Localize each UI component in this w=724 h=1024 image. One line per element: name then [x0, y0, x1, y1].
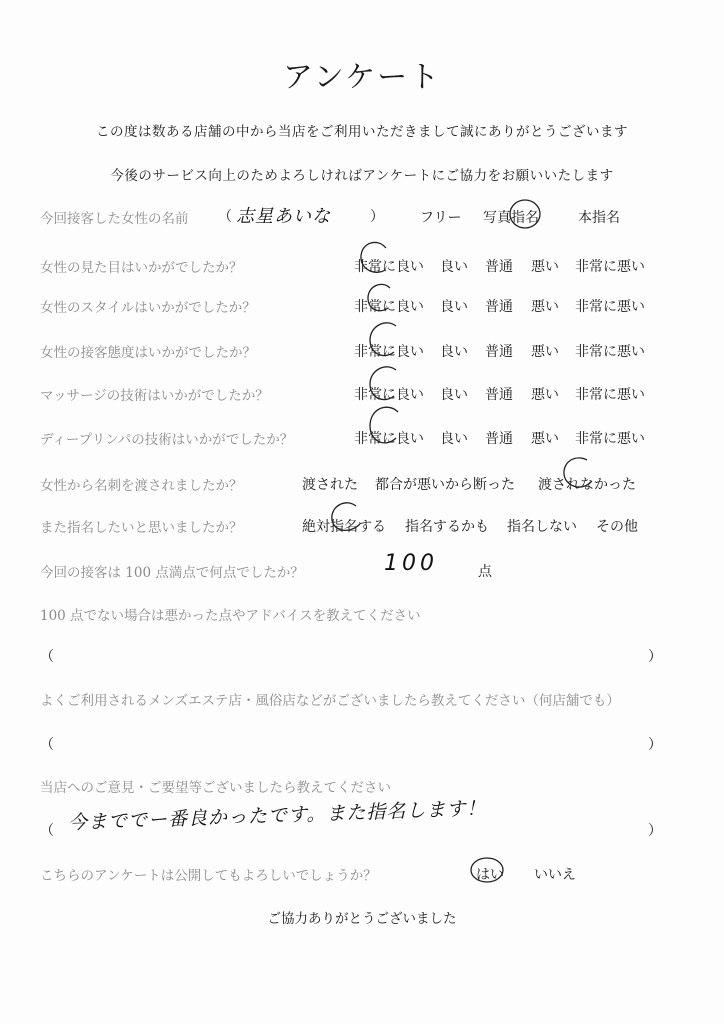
opinion-paren-open: （ [40, 823, 54, 839]
appearance-option-very-good[interactable]: 非常に良い [354, 259, 424, 275]
selection-circle-mark [507, 197, 543, 231]
again-option-maybe[interactable]: 指名するかも [405, 519, 489, 535]
intro-line-1: この度は数ある店舗の中から当店をご利用いただきまして誠にありがとうございます [96, 124, 628, 140]
advice-paren-open: （ [40, 649, 54, 665]
appearance-option-very-bad[interactable]: 非常に悪い [575, 259, 645, 275]
again-option-definitely[interactable]: 絶対指名する [302, 519, 386, 535]
selection-circle-mark [468, 855, 506, 885]
question-girl-name: 今回接客した女性の名前 [40, 211, 189, 227]
card-option-received[interactable]: 渡された [302, 477, 358, 493]
attitude-option-bad[interactable]: 悪い [531, 344, 559, 360]
name-paren-open: （ [218, 209, 232, 225]
girl-name-answer[interactable]: 志星あいな [236, 206, 331, 227]
lymph-option-very-bad[interactable]: 非常に悪い [575, 431, 645, 447]
opinion-paren-close: ） [648, 823, 662, 839]
question-nominate-again: また指名したいと思いましたか？ [40, 520, 243, 536]
question-appearance: 女性の見た目はいかがでしたか？ [40, 260, 243, 276]
style-option-very-good[interactable]: 非常に良い [354, 299, 424, 315]
score-answer[interactable]: 100 [384, 551, 438, 576]
massage-option-good[interactable]: 良い [440, 387, 468, 403]
appearance-option-bad[interactable]: 悪い [531, 259, 559, 275]
selection-circle-mark [561, 456, 597, 492]
question-style: 女性のスタイルはいかがでしたか？ [40, 300, 256, 316]
question-massage-skill: マッサージの技術はいかがでしたか？ [40, 388, 269, 404]
attitude-option-normal[interactable]: 普通 [485, 344, 513, 360]
style-option-very-bad[interactable]: 非常に悪い [575, 299, 645, 315]
appearance-option-normal[interactable]: 普通 [485, 259, 513, 275]
question-attitude: 女性の接客態度はいかがでしたか？ [40, 345, 256, 361]
attitude-option-very-good[interactable]: 非常に良い [354, 344, 424, 360]
appearance-option-good[interactable]: 良い [440, 259, 468, 275]
massage-option-bad[interactable]: 悪い [531, 387, 559, 403]
question-opinion: 当店へのご意見・ご要望等ございましたら教えてください [40, 780, 391, 796]
advice-paren-close: ） [648, 649, 662, 665]
question-deep-lymph-skill: ディープリンパの技術はいかがでしたか？ [40, 432, 294, 448]
shops-paren-close: ） [648, 737, 662, 753]
page-title: アンケート [282, 60, 442, 95]
selection-circle-mark [366, 320, 400, 362]
score-unit: 点 [478, 564, 492, 580]
card-option-not-received[interactable]: 渡されなかった [538, 477, 636, 493]
option-free[interactable]: フリー [420, 210, 462, 226]
opinion-answer[interactable]: 今まででー番良かったです。また指名します！ [67, 797, 487, 834]
style-option-bad[interactable]: 悪い [531, 299, 559, 315]
massage-option-very-bad[interactable]: 非常に悪い [575, 387, 645, 403]
selection-circle-mark [328, 500, 364, 536]
style-option-good[interactable]: 良い [440, 299, 468, 315]
question-advice: 100 点でない場合は悪かった点やアドバイスを教えてください [40, 608, 421, 624]
again-option-no[interactable]: 指名しない [507, 519, 577, 535]
selection-circle-mark [366, 364, 400, 406]
selection-circle-mark [358, 240, 392, 278]
attitude-option-good[interactable]: 良い [440, 344, 468, 360]
lymph-option-good[interactable]: 良い [440, 431, 468, 447]
question-other-shops: よくご利用されるメンズエステ店・風俗店などがございましたら教えてください（何店舗でも） [40, 693, 620, 709]
question-business-card: 女性から名刺を渡されましたか？ [40, 478, 243, 494]
publish-option-yes[interactable]: はい [476, 867, 504, 883]
again-option-other[interactable]: その他 [596, 519, 638, 535]
attitude-option-very-bad[interactable]: 非常に悪い [575, 344, 645, 360]
style-option-normal[interactable]: 普通 [485, 299, 513, 315]
selection-circle-mark [366, 404, 402, 448]
option-regular-nomination[interactable]: 本指名 [578, 210, 620, 226]
massage-option-very-good[interactable]: 非常に良い [354, 387, 424, 403]
card-option-declined[interactable]: 都合が悪いから断った [375, 477, 515, 493]
shops-paren-open: （ [40, 737, 54, 753]
publish-option-no[interactable]: いいえ [534, 867, 576, 883]
question-score: 今回の接客は 100 点満点で何点でしたか？ [40, 565, 304, 581]
lymph-option-normal[interactable]: 普通 [485, 431, 513, 447]
option-photo-nomination[interactable]: 写真指名 [483, 210, 539, 226]
intro-line-2: 今後のサービス向上のためよろしければアンケートにご協力をお願いいたします [110, 168, 614, 184]
name-paren-close: ） [370, 209, 384, 225]
question-publish: こちらのアンケートは公開してもよろしいでしょうか？ [40, 868, 377, 884]
massage-option-normal[interactable]: 普通 [485, 387, 513, 403]
lymph-option-bad[interactable]: 悪い [531, 431, 559, 447]
lymph-option-very-good[interactable]: 非常に良い [354, 431, 424, 447]
closing-message: ご協力ありがとうございました [267, 911, 457, 927]
selection-circle-mark [364, 282, 394, 316]
